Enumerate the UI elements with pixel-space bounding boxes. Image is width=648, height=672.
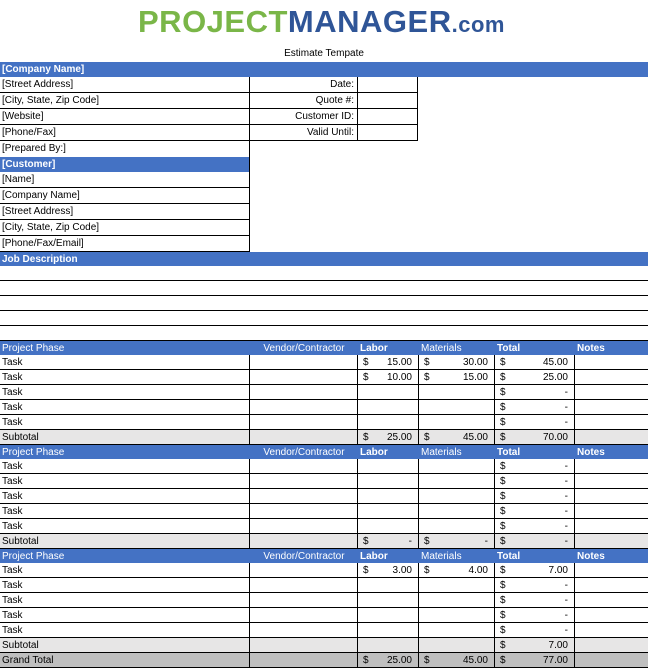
task-label: Task xyxy=(0,489,250,503)
subtotal-row xyxy=(0,638,648,653)
labor-field[interactable] xyxy=(358,623,419,637)
meta-value-field[interactable] xyxy=(357,77,418,93)
currency-symbol: $ xyxy=(363,372,369,383)
task-row xyxy=(0,504,648,519)
currency-symbol: $ xyxy=(500,521,506,532)
currency-symbol: $ xyxy=(424,536,430,547)
column-header-phase: Project Phase xyxy=(2,551,65,562)
labor-field[interactable] xyxy=(358,385,419,399)
logo-part-manager: MANAGER xyxy=(287,4,452,39)
amount-value: - xyxy=(564,595,568,606)
meta-value-field[interactable] xyxy=(357,125,418,141)
labor-field[interactable] xyxy=(358,415,419,429)
task-row xyxy=(0,459,648,474)
task-label: Task xyxy=(0,519,250,533)
vendor-field[interactable] xyxy=(250,578,358,592)
divider xyxy=(249,220,250,236)
company-info-field[interactable]: [City, State, Zip Code] xyxy=(0,93,249,109)
task-label: Task xyxy=(0,504,250,518)
customer-info-row xyxy=(0,188,648,204)
subtotal-label: Subtotal xyxy=(0,638,250,652)
labor-field[interactable] xyxy=(358,355,419,369)
notes-field[interactable] xyxy=(575,623,648,637)
notes-field[interactable] xyxy=(575,563,648,577)
task-label: Task xyxy=(0,415,250,429)
customer-info-field[interactable]: [Company Name] xyxy=(0,188,249,204)
task-row xyxy=(0,370,648,385)
vendor-field[interactable] xyxy=(250,593,358,607)
total-field[interactable] xyxy=(495,608,575,622)
company-info-field[interactable]: [Website] xyxy=(0,109,249,125)
notes-field[interactable] xyxy=(575,430,648,444)
job-description-field[interactable] xyxy=(0,326,648,341)
customer-info-row xyxy=(0,220,648,236)
divider xyxy=(249,188,250,204)
materials-field[interactable] xyxy=(419,653,495,667)
company-info-row xyxy=(0,77,648,93)
job-description-label: Job Description xyxy=(2,254,78,265)
company-info-field[interactable]: [Phone/Fax] xyxy=(0,125,249,141)
task-row xyxy=(0,563,648,578)
total-field[interactable] xyxy=(495,459,575,473)
currency-symbol: $ xyxy=(363,565,369,576)
vendor-field[interactable] xyxy=(250,474,358,488)
currency-symbol: $ xyxy=(500,491,506,502)
task-label: Task xyxy=(0,608,250,622)
currency-symbol: $ xyxy=(500,461,506,472)
meta-label: Valid Until: xyxy=(250,125,357,141)
materials-field[interactable] xyxy=(419,593,495,607)
notes-field[interactable] xyxy=(575,370,648,384)
total-field[interactable] xyxy=(495,489,575,503)
customer-info-field[interactable]: [Street Address] xyxy=(0,204,249,220)
vendor-field[interactable] xyxy=(250,519,358,533)
amount-value: - xyxy=(564,461,568,472)
company-info-row xyxy=(0,125,648,141)
meta-value-field[interactable] xyxy=(357,93,418,109)
vendor-field[interactable] xyxy=(250,534,358,548)
vendor-field[interactable] xyxy=(250,653,358,667)
meta-label: Date: xyxy=(250,77,357,93)
vendor-field[interactable] xyxy=(250,638,358,652)
materials-field[interactable] xyxy=(419,415,495,429)
subtotal-row xyxy=(0,430,648,445)
customer-info-row xyxy=(0,172,648,188)
divider xyxy=(249,172,250,188)
amount-value: - xyxy=(564,521,568,532)
notes-field[interactable] xyxy=(575,385,648,399)
total-field[interactable] xyxy=(495,653,575,667)
currency-symbol: $ xyxy=(500,417,506,428)
amount-value: 25.00 xyxy=(386,432,412,443)
amount-value: 77.00 xyxy=(542,655,568,666)
column-header-vendor: Vendor/Contractor xyxy=(263,343,345,354)
total-field[interactable] xyxy=(495,638,575,652)
notes-field[interactable] xyxy=(575,489,648,503)
vendor-field[interactable] xyxy=(250,415,358,429)
currency-symbol: $ xyxy=(363,357,369,368)
materials-field[interactable] xyxy=(419,430,495,444)
labor-field[interactable] xyxy=(358,459,419,473)
amount-value: - xyxy=(564,506,568,517)
task-label: Task xyxy=(0,459,250,473)
task-row xyxy=(0,593,648,608)
task-label: Task xyxy=(0,370,250,384)
amount-value: 45.00 xyxy=(462,655,488,666)
materials-field[interactable] xyxy=(419,623,495,637)
job-description-line xyxy=(0,296,648,311)
task-row xyxy=(0,474,648,489)
materials-field[interactable] xyxy=(419,504,495,518)
total-field[interactable] xyxy=(495,534,575,548)
column-header-materials: Materials xyxy=(421,551,462,562)
currency-symbol: $ xyxy=(500,357,506,368)
column-header-labor: Labor xyxy=(360,343,388,354)
labor-field[interactable] xyxy=(358,653,419,667)
vendor-field[interactable] xyxy=(250,608,358,622)
currency-symbol: $ xyxy=(500,536,506,547)
task-row xyxy=(0,608,648,623)
total-field[interactable] xyxy=(495,430,575,444)
column-header-vendor: Vendor/Contractor xyxy=(263,551,345,562)
job-description-line xyxy=(0,326,648,341)
column-header-total: Total xyxy=(497,551,521,562)
column-header-notes: Notes xyxy=(577,551,605,562)
total-field[interactable] xyxy=(495,504,575,518)
customer-info-field[interactable]: [Name] xyxy=(0,172,249,188)
amount-value: 25.00 xyxy=(386,655,412,666)
amount-value: - xyxy=(564,536,568,547)
company-info-row xyxy=(0,141,648,157)
job-description-field[interactable] xyxy=(0,266,648,281)
materials-field[interactable] xyxy=(419,355,495,369)
currency-symbol: $ xyxy=(500,565,506,576)
amount-value: 7.00 xyxy=(548,565,568,576)
subtotal-label: Subtotal xyxy=(0,430,250,444)
currency-symbol: $ xyxy=(500,625,506,636)
total-field[interactable] xyxy=(495,385,575,399)
company-info-field[interactable]: [Prepared By:] xyxy=(2,143,66,154)
brand-header xyxy=(0,0,648,47)
total-field[interactable] xyxy=(495,415,575,429)
amount-value: 45.00 xyxy=(462,432,488,443)
currency-symbol: $ xyxy=(363,655,369,666)
notes-field[interactable] xyxy=(575,415,648,429)
currency-symbol: $ xyxy=(424,372,430,383)
amount-value: 15.00 xyxy=(462,372,488,383)
company-name-heading[interactable]: [Company Name] xyxy=(2,64,85,75)
customer-info-row xyxy=(0,204,648,220)
total-field[interactable] xyxy=(495,623,575,637)
column-header-notes: Notes xyxy=(577,447,605,458)
materials-field[interactable] xyxy=(419,578,495,592)
currency-symbol: $ xyxy=(424,432,430,443)
total-field[interactable] xyxy=(495,474,575,488)
materials-field[interactable] xyxy=(419,608,495,622)
column-header-notes: Notes xyxy=(577,343,605,354)
labor-field[interactable] xyxy=(358,370,419,384)
amount-value: - xyxy=(484,536,488,547)
notes-field[interactable] xyxy=(575,504,648,518)
task-label: Task xyxy=(0,623,250,637)
task-label: Task xyxy=(0,474,250,488)
task-row xyxy=(0,519,648,534)
currency-symbol: $ xyxy=(500,432,506,443)
amount-value: - xyxy=(564,417,568,428)
amount-value: - xyxy=(408,536,412,547)
amount-value: 70.00 xyxy=(542,432,568,443)
vendor-field[interactable] xyxy=(250,385,358,399)
total-field[interactable] xyxy=(495,563,575,577)
total-field[interactable] xyxy=(495,593,575,607)
notes-field[interactable] xyxy=(575,608,648,622)
notes-field[interactable] xyxy=(575,593,648,607)
meta-label: Quote #: xyxy=(250,93,357,109)
labor-field[interactable] xyxy=(358,638,419,652)
vendor-field[interactable] xyxy=(250,489,358,503)
divider xyxy=(249,157,250,172)
materials-field[interactable] xyxy=(419,638,495,652)
amount-value: 3.00 xyxy=(392,565,412,576)
currency-symbol: $ xyxy=(424,357,430,368)
column-header-labor: Labor xyxy=(360,447,388,458)
notes-field[interactable] xyxy=(575,534,648,548)
job-description-header xyxy=(0,252,648,266)
materials-field[interactable] xyxy=(419,474,495,488)
vendor-field[interactable] xyxy=(250,400,358,414)
notes-field[interactable] xyxy=(575,355,648,369)
task-label: Task xyxy=(0,400,250,414)
amount-value: 7.00 xyxy=(548,640,568,651)
total-field[interactable] xyxy=(495,578,575,592)
currency-symbol: $ xyxy=(500,610,506,621)
amount-value: 30.00 xyxy=(462,357,488,368)
amount-value: - xyxy=(564,476,568,487)
total-field[interactable] xyxy=(495,370,575,384)
notes-field[interactable] xyxy=(575,519,648,533)
notes-field[interactable] xyxy=(575,653,648,667)
materials-field[interactable] xyxy=(419,563,495,577)
currency-symbol: $ xyxy=(500,372,506,383)
labor-field[interactable] xyxy=(358,504,419,518)
notes-field[interactable] xyxy=(575,474,648,488)
materials-field[interactable] xyxy=(419,459,495,473)
logo-part-project: PROJECT xyxy=(138,4,288,39)
column-header-phase: Project Phase xyxy=(2,343,65,354)
amount-value: - xyxy=(564,402,568,413)
customer-info-field[interactable]: [Phone/Fax/Email] xyxy=(0,236,249,252)
meta-label: Customer ID: xyxy=(250,109,357,125)
total-field[interactable] xyxy=(495,355,575,369)
company-header-row xyxy=(0,62,648,77)
labor-field[interactable] xyxy=(358,578,419,592)
total-field[interactable] xyxy=(495,400,575,414)
vendor-field[interactable] xyxy=(250,563,358,577)
currency-symbol: $ xyxy=(500,402,506,413)
currency-symbol: $ xyxy=(363,432,369,443)
task-row xyxy=(0,415,648,430)
company-info-field[interactable]: [Street Address] xyxy=(0,77,249,93)
vendor-field[interactable] xyxy=(250,623,358,637)
labor-field[interactable] xyxy=(358,563,419,577)
materials-field[interactable] xyxy=(419,370,495,384)
projectmanager-logo xyxy=(138,5,505,42)
column-header-vendor: Vendor/Contractor xyxy=(263,447,345,458)
notes-field[interactable] xyxy=(575,638,648,652)
job-description-line xyxy=(0,311,648,326)
labor-field[interactable] xyxy=(358,430,419,444)
amount-value: 25.00 xyxy=(542,372,568,383)
meta-value-field[interactable] xyxy=(357,109,418,125)
notes-field[interactable] xyxy=(575,400,648,414)
job-description-field[interactable] xyxy=(0,311,648,326)
task-label: Task xyxy=(0,578,250,592)
task-label: Task xyxy=(0,355,250,369)
materials-field[interactable] xyxy=(419,385,495,399)
amount-value: 15.00 xyxy=(386,357,412,368)
labor-field[interactable] xyxy=(358,608,419,622)
divider xyxy=(249,141,250,157)
labor-field[interactable] xyxy=(358,474,419,488)
currency-symbol: $ xyxy=(500,640,506,651)
task-row xyxy=(0,489,648,504)
amount-value: - xyxy=(564,610,568,621)
vendor-field[interactable] xyxy=(250,370,358,384)
labor-field[interactable] xyxy=(358,593,419,607)
task-row xyxy=(0,385,648,400)
task-row xyxy=(0,355,648,370)
customer-header-row xyxy=(0,157,648,172)
customer-info-field[interactable]: [City, State, Zip Code] xyxy=(0,220,249,236)
currency-symbol: $ xyxy=(500,476,506,487)
amount-value: 4.00 xyxy=(468,565,488,576)
column-header-materials: Materials xyxy=(421,343,462,354)
grand-row xyxy=(0,653,648,668)
amount-value: - xyxy=(564,580,568,591)
materials-field[interactable] xyxy=(419,534,495,548)
vendor-field[interactable] xyxy=(250,459,358,473)
column-header-phase: Project Phase xyxy=(2,447,65,458)
column-header-labor: Labor xyxy=(360,551,388,562)
labor-field[interactable] xyxy=(358,519,419,533)
document-title: Estimate Tempate xyxy=(284,48,364,59)
logo-part-com: .com xyxy=(451,12,505,37)
currency-symbol: $ xyxy=(500,655,506,666)
task-label: Task xyxy=(0,563,250,577)
notes-field[interactable] xyxy=(575,459,648,473)
subtotal-label: Subtotal xyxy=(0,534,250,548)
total-field[interactable] xyxy=(495,519,575,533)
job-description-field[interactable] xyxy=(0,281,648,296)
currency-symbol: $ xyxy=(500,580,506,591)
amount-value: 10.00 xyxy=(386,372,412,383)
labor-field[interactable] xyxy=(358,400,419,414)
company-info-row xyxy=(0,93,648,109)
currency-symbol: $ xyxy=(424,565,430,576)
job-description-line xyxy=(0,266,648,281)
customer-info-row xyxy=(0,236,648,252)
currency-symbol: $ xyxy=(500,506,506,517)
materials-field[interactable] xyxy=(419,519,495,533)
notes-field[interactable] xyxy=(575,578,648,592)
phase-header-row xyxy=(0,549,648,563)
phase-header-row xyxy=(0,341,648,355)
job-description-line xyxy=(0,281,648,296)
vendor-field[interactable] xyxy=(250,504,358,518)
customer-heading[interactable]: [Customer] xyxy=(0,157,249,172)
divider xyxy=(249,204,250,220)
divider xyxy=(249,236,250,252)
task-label: Task xyxy=(0,593,250,607)
column-header-total: Total xyxy=(497,343,521,354)
column-header-materials: Materials xyxy=(421,447,462,458)
task-label: Task xyxy=(0,385,250,399)
job-description-field[interactable] xyxy=(0,296,648,311)
amount-value: 45.00 xyxy=(542,357,568,368)
labor-field[interactable] xyxy=(358,534,419,548)
vendor-field[interactable] xyxy=(250,355,358,369)
column-header-total: Total xyxy=(497,447,521,458)
amount-value: - xyxy=(564,491,568,502)
currency-symbol: $ xyxy=(363,536,369,547)
labor-field[interactable] xyxy=(358,489,419,503)
vendor-field[interactable] xyxy=(250,430,358,444)
task-row xyxy=(0,623,648,638)
currency-symbol: $ xyxy=(424,655,430,666)
currency-symbol: $ xyxy=(500,387,506,398)
materials-field[interactable] xyxy=(419,400,495,414)
task-row xyxy=(0,578,648,593)
materials-field[interactable] xyxy=(419,489,495,503)
currency-symbol: $ xyxy=(500,595,506,606)
amount-value: - xyxy=(564,387,568,398)
company-info-row xyxy=(0,109,648,125)
amount-value: - xyxy=(564,625,568,636)
subtotal-row xyxy=(0,534,648,549)
grand-label: Grand Total xyxy=(0,653,250,667)
phase-header-row xyxy=(0,445,648,459)
task-row xyxy=(0,400,648,415)
